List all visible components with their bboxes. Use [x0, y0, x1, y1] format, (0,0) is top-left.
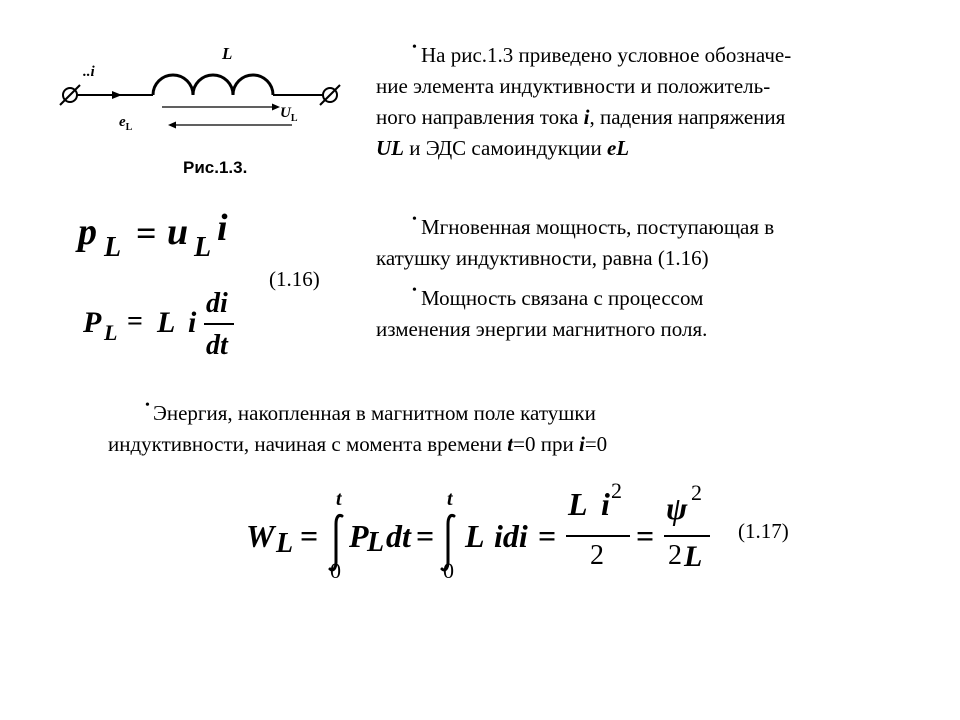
bullet-2-text — [376, 212, 956, 274]
pL-equals: = — [136, 213, 157, 253]
WL-equals-4: = — [636, 518, 655, 554]
b4-time-var: t — [507, 432, 514, 456]
voltage-arrow-head — [272, 104, 280, 111]
int2-body: L — [465, 518, 485, 554]
WL-equals-2: = — [416, 518, 435, 554]
b4-current-var: i — [578, 432, 585, 456]
int1-sub: L — [367, 527, 385, 558]
b1-emf-sub: L — [616, 136, 630, 160]
frac2-den-L: L — [684, 540, 703, 573]
voltage-subscript: L — [290, 113, 298, 124]
WL-equals-1: = — [300, 518, 319, 554]
pL-usub: L — [194, 232, 212, 263]
b1-voltage-sub: L — [391, 136, 404, 160]
current-arrow — [112, 91, 122, 99]
b1-line4-text: и ЭДС самоиндукции — [404, 136, 607, 160]
b4-line2-eq2: =0 — [584, 432, 608, 456]
b1-line3-rest: , падения напряжения — [589, 105, 786, 129]
int1-d: dt — [386, 518, 411, 554]
int2-upper: t — [447, 488, 453, 510]
bullet-3-text — [376, 283, 956, 345]
PL-i: i — [188, 306, 197, 339]
b4-line1: Энергия, накопленная в магнитном поле катушки — [153, 401, 596, 425]
b1-line4 — [376, 133, 956, 164]
bullet-1-text — [376, 40, 956, 164]
b1-line2: ние элемента индуктивности и положитель- — [376, 74, 771, 98]
frac2-num-psi: ψ — [666, 490, 688, 526]
emf-var: e — [119, 114, 126, 130]
PL-equals: = — [127, 306, 143, 337]
bullet-3: • — [412, 283, 417, 298]
pL-p: p — [78, 211, 97, 253]
int2-lower: 0 — [443, 558, 454, 583]
bullet-1: • — [412, 40, 417, 55]
voltage-label — [280, 105, 298, 124]
coil — [153, 75, 273, 95]
int1-upper: t — [336, 488, 342, 510]
b1-current-var: i — [583, 105, 590, 129]
emf-subscript: L — [125, 122, 133, 133]
int1-body: P — [349, 518, 369, 554]
PL-numerator: di — [206, 288, 228, 319]
WL-sub: L — [276, 528, 294, 559]
voltage-var: U — [280, 105, 291, 121]
PL-P: P — [83, 306, 102, 339]
b3-line1: Мощность связана с процессом — [421, 286, 704, 310]
emf-arrow-head — [168, 122, 176, 129]
b1-line3-text: ного направления тока — [376, 105, 584, 129]
pL-sub: L — [104, 232, 122, 263]
bullet-4: • — [145, 398, 150, 413]
PL-fraction-bar — [204, 323, 234, 325]
bullet-2: • — [412, 212, 417, 227]
formula-1-16-label: (1.16) — [269, 267, 320, 291]
b2-line1: Мгновенная мощность, поступающая в — [421, 215, 775, 239]
frac2-den-2: 2 — [668, 540, 682, 571]
b2-line2: катушку индуктивности, равна (1.16) — [376, 246, 709, 270]
int2-rest: idi — [494, 518, 528, 554]
frac1-num-exp: 2 — [611, 478, 622, 503]
WL-equals-3: = — [538, 518, 557, 554]
frac1-bar — [566, 535, 630, 537]
b3-line2: изменения энергии магнитного поля. — [376, 317, 708, 341]
current-var: i — [90, 64, 95, 80]
b1-line1: На рис.1.3 приведено условное обозначе- — [421, 43, 792, 67]
b4-line2 — [108, 429, 928, 460]
frac2-num-exp: 2 — [691, 480, 702, 505]
pL-i: i — [217, 207, 228, 249]
emf-label — [119, 114, 132, 133]
int1-lower: 0 — [330, 558, 341, 583]
b4-line2-eq1: =0 при — [513, 432, 579, 456]
frac1-den: 2 — [590, 540, 604, 571]
inductor-diagram — [50, 65, 350, 135]
PL-sub: L — [104, 320, 118, 345]
b1-voltage-var: U — [376, 136, 392, 160]
frac1-num-i: i — [601, 486, 610, 522]
b4-line2-text: индуктивности, начиная с момента времени — [108, 432, 508, 456]
bullet-4-text — [108, 398, 928, 460]
frac1-num-L: L — [568, 486, 588, 522]
formula-1-17-label: (1.17) — [738, 519, 789, 543]
current-label — [83, 64, 95, 81]
current-dots: .. — [83, 64, 91, 80]
b1-line3 — [376, 102, 956, 133]
PL-denominator: dt — [206, 330, 228, 361]
inductor-label: L — [222, 44, 233, 63]
frac2-bar — [664, 535, 710, 537]
pL-u: u — [167, 211, 189, 253]
PL-L: L — [157, 306, 176, 339]
figure-caption: Рис.1.3. — [183, 158, 248, 177]
WL-W: W — [246, 518, 275, 554]
b1-emf-var: e — [606, 136, 617, 160]
